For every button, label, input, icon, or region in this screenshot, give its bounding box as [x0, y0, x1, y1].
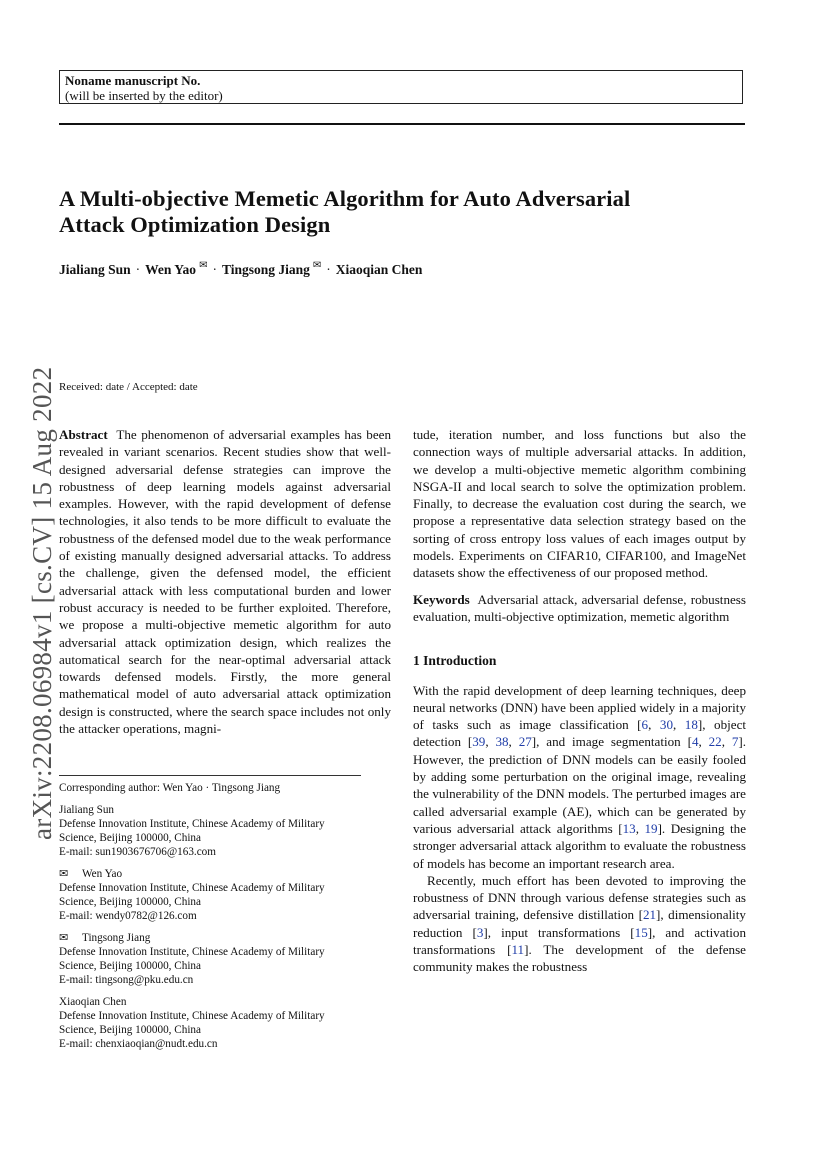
citation-link[interactable]: 13 — [622, 820, 636, 836]
manuscript-note: (will be inserted by the editor) — [65, 88, 223, 103]
author-list: Jialiang Sun · Wen Yao ✉ · Tingsong Jiang ✉ · Xiaoqian Chen — [59, 260, 423, 277]
affiliation-block — [59, 931, 399, 987]
paragraph-text: ], dimensionality reduction [ — [413, 907, 746, 940]
paper-title — [59, 186, 759, 238]
citation-link[interactable]: 19 — [644, 820, 658, 836]
abstract — [59, 426, 391, 737]
citation-link[interactable]: 11 — [511, 942, 525, 958]
citation-link[interactable]: 21 — [642, 907, 657, 923]
citation-link[interactable]: 30 — [659, 717, 673, 733]
affil-institute: Defense Innovation Institute, Chinese Academy of Military — [59, 882, 325, 894]
affil-address: Science, Beijing 100000, China — [59, 960, 201, 972]
left-column — [59, 426, 391, 737]
citation-link[interactable]: 27 — [518, 734, 532, 750]
paragraph-text: ]. Designing the stronger adversarial attack algorithm to evaluate the robustness of models has become an important research area. — [413, 820, 747, 871]
affiliation-block — [59, 803, 399, 859]
affil-institute: Defense Innovation Institute, Chinese Academy of Military — [59, 818, 325, 830]
header-rule — [59, 123, 745, 125]
affiliation-block — [59, 995, 399, 1051]
manuscript-box — [59, 70, 743, 104]
right-column — [413, 426, 746, 976]
paragraph-text: Recently, much effort has been devoted to improving the robustness of DNN through various defense strategies such as adversarial training, defensive distillation [ — [413, 872, 746, 923]
citation-link[interactable]: 3 — [476, 924, 484, 940]
author-name: Wen Yao — [145, 262, 197, 277]
affil-name: Xiaoqian Chen — [59, 996, 127, 1008]
paragraph-text: ]. However, the prediction of DNN models can be easily fooled by adding some perturbation on the original image, revealing the vulnerability of the DNN models. The perturbed images are called adversarial example (AE), which can be generated by various adversarial attack algorithms [ — [413, 734, 747, 836]
affil-institute: Defense Innovation Institute, Chinese Academy of Military — [59, 1010, 325, 1022]
affil-institute: Defense Innovation Institute, Chinese Academy of Military — [59, 946, 325, 958]
affil-email: E-mail: chenxiaoqian@nudt.edu.cn — [59, 1038, 218, 1050]
footnotes — [59, 781, 399, 1059]
affil-email: E-mail: tingsong@pku.edu.cn — [59, 974, 194, 986]
abstract-label: Abstract — [59, 427, 108, 442]
paragraph-text: ], and image segmentation [ — [531, 734, 692, 750]
paragraph-text: ], and activation transformations [ — [413, 924, 746, 958]
citation-link[interactable]: 7 — [731, 734, 739, 750]
affil-address: Science, Beijing 100000, China — [59, 832, 201, 844]
paragraph-text: With the rapid development of deep learning techniques, deep neural networks (DNN) have been applied widely in a majority of tasks such as image classification [ — [413, 682, 746, 733]
envelope-icon: ✉ — [59, 932, 69, 944]
citation-link[interactable]: 38 — [495, 734, 509, 750]
abstract-continued: tude, iteration number, and loss functions but also the connection ways of multiple adversarial attacks. In addition, we develop a multi-objective memetic algorithm combining NSGA-II and local search to solve the optimization problem. Finally, to decrease the evaluation cost during the search, we propose a representative data selection strategy based on the sorting of cross entropy loss values of each images output by models. Experiments on CIFAR10, CIFAR100, and ImageNet datasets show the effectiveness of our proposed method. — [413, 427, 746, 581]
affil-name: Jialiang Sun — [59, 804, 115, 816]
manuscript-number: Noname manuscript No. — [65, 73, 201, 88]
intro-paragraph-1: With the rapid development of deep learning techniques, deep neural networks (DNN) have been applied widely in a majority of tasks such as image classification [6, 30, 18], object detection [39, 38, 27], and image segmentation [4, 22, 7]. However, the prediction of DNN models can be easily fooled by adding some perturbation on the original image, revealing the vulnerability of the DNN models. The perturbed images are called adversarial example (AE), which can be generated by various adversarial attack algorithms [13, 19]. Designing the stronger adversarial attack algorithm to evaluate the robustness of models has become an important research area. — [413, 682, 747, 871]
affil-address: Science, Beijing 100000, China — [59, 896, 201, 908]
arxiv-identifier: arXiv:2208.06984v1 [cs.CV] 15 Aug 2022 — [27, 366, 57, 840]
citation-link[interactable]: 18 — [684, 717, 698, 733]
affil-name: Tingsong Jiang — [82, 932, 151, 944]
title-line-2: Attack Optimization Design — [59, 212, 331, 237]
envelope-icon: ✉ — [312, 260, 322, 271]
citation-link[interactable]: 4 — [691, 734, 699, 750]
intro-paragraph-2 — [413, 872, 746, 976]
citation-link[interactable]: 39 — [472, 734, 486, 750]
citation-link[interactable]: 22 — [708, 734, 722, 750]
abstract-text: The phenomenon of adversarial examples has been revealed in variant scenarios. Recent studies show that well-designed adversarial defense strategies can improve the robustness of deep learning models against adversarial examples. However, with the rapid development of defense technologies, it also tends to be more difficult to evaluate the robustness of the defensed model due to the weak performance of existing manually designed adversarial attacks. To address the challenge, given the defensed model, the efficient adversarial attack with less computational burden and lower robust accuracy is needed to be further exploited. Therefore, we propose a multi-objective memetic algorithm for auto adversarial attack optimization design, which realizes the automatical search for the near-optimal adversarial attack towards defensed models. Firstly, the more general mathematical model of auto adversarial attack optimization design is constructed, where the search space includes not only the attacker operations, magni- — [59, 427, 392, 737]
affil-email: E-mail: wendy0782@126.com — [59, 910, 197, 922]
citation-link[interactable]: 15 — [634, 924, 648, 940]
author-name: Jialiang Sun — [59, 262, 131, 277]
keywords-label: Keywords — [413, 591, 470, 607]
affil-address: Science, Beijing 100000, China — [59, 1024, 201, 1036]
received-date: Received: date / Accepted: date — [59, 381, 198, 393]
keywords-text: Adversarial attack, adversarial defense, robustness evaluation, multi-objective optimization, memetic algorithm — [413, 591, 746, 624]
section-heading: 1 Introduction — [413, 653, 497, 669]
paragraph-text: ], input transformations [ — [483, 924, 635, 940]
citation-link[interactable]: 6 — [641, 717, 649, 733]
keywords — [413, 591, 746, 626]
author-name: Xiaoqian Chen — [335, 262, 423, 277]
paragraph-text: ]. The development of the defense community makes the robustness — [413, 942, 746, 975]
affil-email: E-mail: sun1903676706@163.com — [59, 846, 216, 858]
envelope-icon: ✉ — [199, 260, 208, 271]
affiliation-block — [59, 867, 399, 923]
title-line-1: A Multi-objective Memetic Algorithm for Auto Adversarial — [59, 186, 631, 211]
footnote-rule — [59, 775, 361, 776]
author-name: Tingsong Jiang — [221, 262, 310, 277]
corresponding-author: Corresponding author: Wen Yao · Tingsong Jiang — [59, 782, 281, 794]
affil-name: Wen Yao — [82, 868, 123, 880]
envelope-icon: ✉ — [59, 868, 69, 880]
paragraph-text: ], object detection [ — [413, 717, 747, 750]
